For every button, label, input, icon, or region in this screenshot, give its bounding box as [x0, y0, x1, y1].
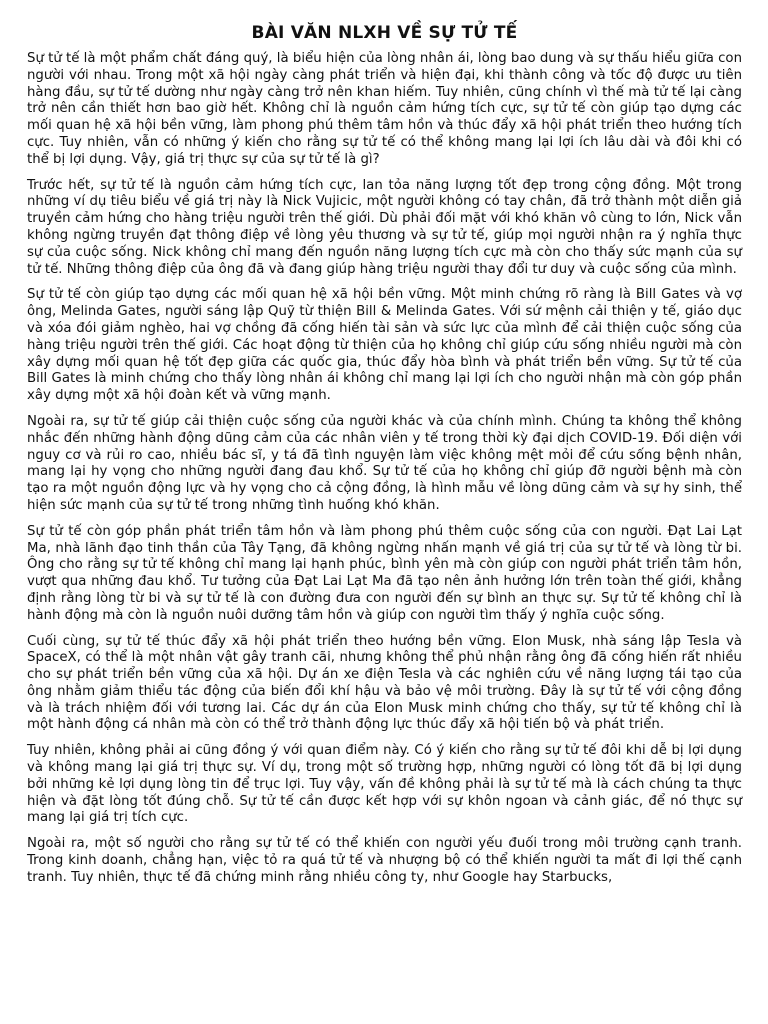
- paragraph-bill-gates: Sự tử tế còn giúp tạo dựng các mối quan hệ xã hội bền vững. Một minh chứng rõ ràng là Bill Gates và vợ ông, Melinda Gates, người sáng lập Quỹ từ thiện Bill & Melinda Gates. Với sứ mệnh cải thiện y tế, giáo dục và xóa đói giảm nghèo, hai vợ chồng đã cống hiến tài sản và sức lực của mình để cải thiện cuộc sống của hàng triệu người trên thế giới. Các hoạt động từ thiện của họ không chỉ giúp cứu sống nhiều người mà còn xây dựng mối quan hệ tốt đẹp giữa các quốc gia, thúc đẩy hòa bình và phát triển bền vững. Sự tử tế của Bill Gates là minh chứng cho thấy lòng nhân ái không chỉ mang lại lợi ích cho người nhận mà còn góp phần xây dựng một xã hội đoàn kết và vững mạnh.: [27, 287, 742, 404]
- paragraph-intro: Sự tử tế là một phẩm chất đáng quý, là biểu hiện của lòng nhân ái, lòng bao dung và sự thấu hiểu giữa con người với nhau. Trong một xã hội ngày càng phát triển và hiện đại, khi thành công và tốc độ được ưu tiên hàng đầu, sự tử tế dường như ngày càng trở nên khan hiếm. Tuy nhiên, cũng chính vì thế mà tử tế lại càng trở nên cần thiết hơn bao giờ hết. Không chỉ là nguồn cảm hứng tích cực, sự tử tế còn giúp tạo dựng các mối quan hệ xã hội bền vững, làm phong phú thêm tâm hồn và thúc đẩy xã hội phát triển theo hướng tích cực. Tuy nhiên, vẫn có những ý kiến cho rằng sự tử tế có thể không mang lại lợi ích lâu dài và đôi khi có thể bị lợi dụng. Vậy, giá trị thực sự của sự tử tế là gì?: [27, 51, 742, 167]
- paragraph-counterargument-exploitation: Tuy nhiên, không phải ai cũng đồng ý với quan điểm này. Có ý kiến cho rằng sự tử tế đôi khi dễ bị lợi dụng và không mang lại giá trị thực sự. Ví dụ, trong một số trường hợp, những người có lòng tốt đã bị lợi dụng bởi những kẻ lợi dụng lòng tin để trục lợi. Tuy vậy, vấn đề không phải là sự tử tế mà là cách chúng ta thực hiện và đặt lòng tốt đúng chỗ. Sự tử tế cần được kết hợp với sự khôn ngoan và cảnh giác, để nó thực sự mang lại giá trị tích cực.: [27, 743, 742, 826]
- paragraph-dalai-lama: Sự tử tế còn góp phần phát triển tâm hồn và làm phong phú thêm cuộc sống của con người. Đạt Lai Lạt Ma, nhà lãnh đạo tinh thần của Tây Tạng, đã không ngừng nhấn mạnh về giá trị của sự tử tế và lòng từ bi. Ông cho rằng sự tử tế không chỉ mang lại hạnh phúc, bình yên mà còn giúp con người phát triển tâm hồn, vượt qua những đau khổ. Tư tưởng của Đạt Lai Lạt Ma đã tạo nên ảnh hưởng lớn trên toàn thế giới, khẳng định rằng lòng từ bi và sự tử tế là con đường đưa con người đến sự bình an thực sự. Sự tử tế không chỉ là hành động mà còn là nguồn nuôi dưỡng tâm hồn và giúp con người tìm thấy ý nghĩa cuộc sống.: [27, 523, 742, 623]
- document-title: BÀI VĂN NLXH VỀ SỰ TỬ TẾ: [251, 23, 518, 43]
- paragraph-elon-musk: Cuối cùng, sự tử tế thúc đẩy xã hội phát triển theo hướng bền vững. Elon Musk, nhà sáng lập Tesla và SpaceX, có thể là một nhân vật gây tranh cãi, nhưng không thể phủ nhận rằng ông đã cống hiến rất nhiều cho sự phát triển bền vững của xã hội. Dự án xe điện Tesla và các nghiên cứu về năng lượng tái tạo của ông nhằm giảm thiểu tác động của biến đổi khí hậu và bảo vệ môi trường. Đây là sự tử tế với cộng đồng và là trách nhiệm đối với tương lai. Các dự án của Elon Musk minh chứng cho thấy, sự tử tế không chỉ là một hành động cá nhân mà còn có thể trở thành động lực thúc đẩy xã hội tiến bộ và phát triển.: [27, 633, 742, 733]
- paragraph-nick-vujicic: Trước hết, sự tử tế là nguồn cảm hứng tích cực, lan tỏa năng lượng tốt đẹp trong cộng đồng. Một trong những ví dụ tiêu biểu về giá trị này là Nick Vujicic, một người không có tay chân, đã trở thành một diễn giả truyền cảm hứng cho hàng triệu người trên thế giới. Dù phải đối mặt với khó khăn vô cùng to lớn, Nick vẫn không ngừng truyền đạt thông điệp về lòng yêu thương và sự tử tế, giúp mọi người nhận ra ý nghĩa thực sự của cuộc sống. Nick không chỉ mang đến nguồn năng lượng tích cực mà còn cho thấy sức mạnh của sự tử tế. Những thông điệp của ông đã và đang giúp hàng triệu người thay đổi tư duy và cuộc sống của mình.: [27, 177, 742, 277]
- paragraph-covid-medical-staff: Ngoài ra, sự tử tế giúp cải thiện cuộc sống của người khác và của chính mình. Chúng ta không thể không nhắc đến những hành động dũng cảm của các nhân viên y tế trong thời kỳ đại dịch COVID-19. Đối diện với nguy cơ và rủi ro cao, nhiều bác sĩ, y tá đã tình nguyện làm việc không mệt mỏi để cứu sống bệnh nhân, mang lại hy vọng cho những người đang đau khổ. Sự tử tế của họ không chỉ giúp đỡ người bệnh mà còn tạo ra một nguồn động lực và hy vọng cho cả cộng đồng, là hình mẫu về lòng dũng cảm và sự hy sinh, thể hiện sức mạnh của sự tử tế trong những tình huống khó khăn.: [27, 413, 742, 513]
- paragraph-counterargument-competition: Ngoài ra, một số người cho rằng sự tử tế có thể khiến con người yếu đuối trong môi trường cạnh tranh. Trong kinh doanh, chẳng hạn, việc tỏ ra quá tử tế và nhượng bộ có thể khiến người ta mất đi lợi thế cạnh tranh. Tuy nhiên, thực tế đã chứng minh rằng nhiều công ty, như Google hay Starbucks,: [27, 836, 742, 885]
